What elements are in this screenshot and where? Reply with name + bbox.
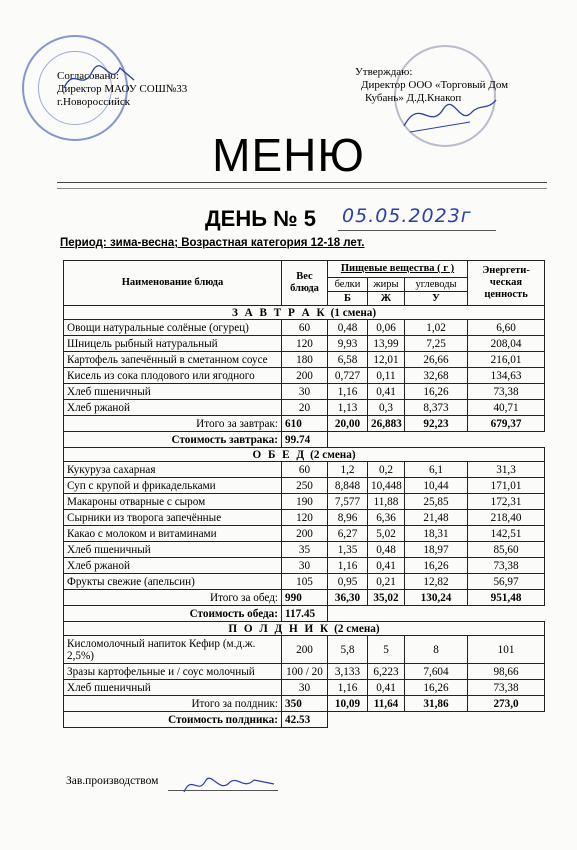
production-head-signature xyxy=(180,770,280,798)
dish-carbs: 12,82 xyxy=(405,574,468,590)
dish-row xyxy=(64,636,545,664)
section-subtitle: (2 смена) xyxy=(334,622,380,635)
header-weight: Вес блюда xyxy=(282,261,328,306)
total-energy: 679,37 xyxy=(468,416,545,432)
dish-carbs: 6,1 xyxy=(405,462,468,478)
dish-energy: 208,04 xyxy=(468,336,545,352)
dish-fat: 0,11 xyxy=(368,368,405,384)
dish-carbs: 8 xyxy=(405,636,468,664)
dish-fat: 0,21 xyxy=(368,574,405,590)
dish-name: Зразы картофельные и / соус молочный xyxy=(64,664,282,680)
dish-row xyxy=(64,462,545,478)
dish-fat: 0,2 xyxy=(368,462,405,478)
dish-protein: 5,8 xyxy=(328,636,368,664)
dish-weight: 20 xyxy=(282,400,328,416)
dish-fat: 0,3 xyxy=(368,400,405,416)
total-label: Итого за обед: xyxy=(64,590,282,606)
dish-weight: 120 xyxy=(282,336,328,352)
handwritten-date: 05.05.2023г xyxy=(342,205,472,227)
dish-energy: 6,60 xyxy=(468,320,545,336)
document-title: МЕНЮ xyxy=(212,129,365,181)
dish-name: Кисель из сока плодового или ягодного xyxy=(64,368,282,384)
approval-right-line-3: Кубань» Д.Д.Кнакоп xyxy=(365,92,462,104)
approval-right-line-2: Директор ООО «Торговый Дом xyxy=(361,79,509,91)
dish-protein: 1,13 xyxy=(328,400,368,416)
dish-fat: 0,41 xyxy=(368,558,405,574)
dish-row xyxy=(64,400,545,416)
dish-protein: 6,27 xyxy=(328,526,368,542)
section-subtitle: (2 смена) xyxy=(310,448,356,461)
dish-energy: 101 xyxy=(468,636,545,664)
section-subtitle: (1 смена) xyxy=(330,306,377,319)
dish-carbs: 16,26 xyxy=(405,680,468,696)
dish-carbs: 16,26 xyxy=(405,384,468,400)
dish-name: Хлеб ржаной xyxy=(64,400,282,416)
dish-fat: 11,88 xyxy=(368,494,405,510)
section-header xyxy=(64,622,545,636)
dish-weight: 100 / 20 xyxy=(282,664,328,680)
dish-name: Сырники из творога запечённые xyxy=(64,510,282,526)
dish-fat: 12,01 xyxy=(368,352,405,368)
dish-weight: 30 xyxy=(282,680,328,696)
total-fat: 26,883 xyxy=(368,416,405,432)
total-energy: 273,0 xyxy=(468,696,545,712)
dish-name: Кукуруза сахарная xyxy=(64,462,282,478)
header-name: Наименование блюда xyxy=(64,261,282,306)
dish-weight: 105 xyxy=(282,574,328,590)
dish-row xyxy=(64,494,545,510)
dish-energy: 85,60 xyxy=(468,542,545,558)
dish-energy: 171,01 xyxy=(468,478,545,494)
approval-left-line-2: Директор МАОУ СОШ№33 xyxy=(57,83,188,95)
dish-protein: 1,16 xyxy=(328,680,368,696)
dish-name: Хлеб пшеничный xyxy=(64,542,282,558)
dish-carbs: 1,02 xyxy=(405,320,468,336)
total-protein: 20,00 xyxy=(328,416,368,432)
dish-name: Хлеб пшеничный xyxy=(64,680,282,696)
day-label: ДЕНЬ № 5 xyxy=(205,206,317,231)
dish-name: Шницель рыбный натуральный xyxy=(64,336,282,352)
dish-carbs: 18,31 xyxy=(405,526,468,542)
dish-weight: 200 xyxy=(282,368,328,384)
menu-table xyxy=(63,260,545,728)
dish-weight: 60 xyxy=(282,320,328,336)
dish-weight: 30 xyxy=(282,558,328,574)
dish-weight: 200 xyxy=(282,636,328,664)
dish-name: Картофель запечённый в сметанном соусе xyxy=(64,352,282,368)
header-protein: белки xyxy=(328,278,368,292)
total-label: Итого за завтрак: xyxy=(64,416,282,432)
total-protein: 36,30 xyxy=(328,590,368,606)
dish-energy: 218,40 xyxy=(468,510,545,526)
dish-protein: 0,48 xyxy=(328,320,368,336)
dish-name: Макароны отварные с сыром xyxy=(64,494,282,510)
header-carbs: углеводы xyxy=(405,278,468,292)
dish-row xyxy=(64,542,545,558)
dish-energy: 172,31 xyxy=(468,494,545,510)
total-energy: 951,48 xyxy=(468,590,545,606)
dish-fat: 5,02 xyxy=(368,526,405,542)
cost-value: 42.53 xyxy=(282,712,328,728)
dish-protein: 7,577 xyxy=(328,494,368,510)
dish-row xyxy=(64,352,545,368)
dish-protein: 3,133 xyxy=(328,664,368,680)
dish-energy: 73,38 xyxy=(468,680,545,696)
dish-energy: 134,63 xyxy=(468,368,545,384)
dish-carbs: 26,66 xyxy=(405,352,468,368)
dish-energy: 73,38 xyxy=(468,558,545,574)
header-nutrients: Пищевые вещества ( г ) xyxy=(328,261,468,278)
dish-weight: 60 xyxy=(282,462,328,478)
date-underline xyxy=(338,230,496,231)
approval-left-line-3: г.Новороссийск xyxy=(57,96,131,108)
section-title-cell xyxy=(64,622,545,636)
dish-name: Овощи натуральные солёные (огурец) xyxy=(64,320,282,336)
dish-name: Какао с молоком и витаминами xyxy=(64,526,282,542)
section-header xyxy=(64,448,545,462)
total-weight: 350 xyxy=(282,696,328,712)
dish-weight: 190 xyxy=(282,494,328,510)
dish-protein: 1,16 xyxy=(328,384,368,400)
total-row xyxy=(64,416,545,432)
dish-row xyxy=(64,336,545,352)
dish-protein: 8,96 xyxy=(328,510,368,526)
section-title: З А В Т Р А К xyxy=(231,306,327,319)
header-fat-letter: Ж xyxy=(368,292,405,306)
dish-row xyxy=(64,680,545,696)
dish-fat: 0,06 xyxy=(368,320,405,336)
total-weight: 990 xyxy=(282,590,328,606)
dish-protein: 1,2 xyxy=(328,462,368,478)
dish-name: Суп с крупой и фрикадельками xyxy=(64,478,282,494)
header-energy: Энергети-ческая ценность xyxy=(468,261,545,306)
cost-label: Стоимость обеда: xyxy=(64,606,282,622)
dish-name: Фрукты свежие (апельсин) xyxy=(64,574,282,590)
dish-row xyxy=(64,664,545,680)
total-carbs: 130,24 xyxy=(405,590,468,606)
dish-energy: 56,97 xyxy=(468,574,545,590)
dish-weight: 35 xyxy=(282,542,328,558)
dish-protein: 0,727 xyxy=(328,368,368,384)
dish-protein: 9,93 xyxy=(328,336,368,352)
dish-weight: 180 xyxy=(282,352,328,368)
footer-label: Зав.производством xyxy=(66,775,159,787)
dish-row xyxy=(64,320,545,336)
header-protein-letter: Б xyxy=(328,292,368,306)
dish-carbs: 7,25 xyxy=(405,336,468,352)
total-protein: 10,09 xyxy=(328,696,368,712)
dish-protein: 0,95 xyxy=(328,574,368,590)
total-row xyxy=(64,590,545,606)
section-title: П О Л Д Н И К xyxy=(228,622,331,635)
dish-energy: 142,51 xyxy=(468,526,545,542)
dish-fat: 0,41 xyxy=(368,384,405,400)
dish-weight: 120 xyxy=(282,510,328,526)
dish-protein: 1,16 xyxy=(328,558,368,574)
dish-fat: 6,36 xyxy=(368,510,405,526)
dish-fat: 6,223 xyxy=(368,664,405,680)
title-rule xyxy=(57,182,547,183)
dish-fat: 0,41 xyxy=(368,680,405,696)
dish-energy: 98,66 xyxy=(468,664,545,680)
cost-row xyxy=(64,432,545,448)
section-title-cell xyxy=(64,306,545,320)
cost-label: Стоимость полдника: xyxy=(64,712,282,728)
section-title-cell xyxy=(64,448,545,462)
dish-fat: 13,99 xyxy=(368,336,405,352)
dish-weight: 30 xyxy=(282,384,328,400)
dish-carbs: 25,85 xyxy=(405,494,468,510)
dish-name: Кисломолочный напиток Кефир (м.д.ж. 2,5%) xyxy=(64,636,282,664)
dish-row xyxy=(64,384,545,400)
approval-left-line-1: Согласовано: xyxy=(57,70,119,82)
total-label: Итого за полдник: xyxy=(64,696,282,712)
dish-energy: 216,01 xyxy=(468,352,545,368)
approval-right-line-1: Утверждаю: xyxy=(355,66,413,78)
dish-carbs: 21,48 xyxy=(405,510,468,526)
total-carbs: 92,23 xyxy=(405,416,468,432)
dish-row xyxy=(64,510,545,526)
dish-energy: 40,71 xyxy=(468,400,545,416)
dish-fat: 10,448 xyxy=(368,478,405,494)
dish-carbs: 18,97 xyxy=(405,542,468,558)
cost-row xyxy=(64,606,545,622)
total-fat: 35,02 xyxy=(368,590,405,606)
cost-value: 117.45 xyxy=(282,606,328,622)
dish-row xyxy=(64,558,545,574)
period-line: Период: зима-весна; Возрастная категория 12-18 лет. xyxy=(60,237,365,249)
header-carbs-letter: У xyxy=(405,292,468,306)
total-carbs: 31,86 xyxy=(405,696,468,712)
dish-carbs: 16,26 xyxy=(405,558,468,574)
total-weight: 610 xyxy=(282,416,328,432)
dish-row xyxy=(64,478,545,494)
dish-protein: 8,848 xyxy=(328,478,368,494)
dish-carbs: 32,68 xyxy=(405,368,468,384)
dish-row xyxy=(64,574,545,590)
dish-carbs: 8,373 xyxy=(405,400,468,416)
dish-protein: 1,35 xyxy=(328,542,368,558)
dish-energy: 73,38 xyxy=(468,384,545,400)
header-fat: жиры xyxy=(368,278,405,292)
cost-label: Стоимость завтрака: xyxy=(64,432,282,448)
menu-table-body xyxy=(64,306,545,728)
dish-carbs: 7,604 xyxy=(405,664,468,680)
title-rule-2 xyxy=(57,188,547,189)
total-row xyxy=(64,696,545,712)
dish-weight: 250 xyxy=(282,478,328,494)
section-title: О Б Е Д xyxy=(252,448,307,461)
dish-energy: 31,3 xyxy=(468,462,545,478)
dish-carbs: 10,44 xyxy=(405,478,468,494)
cost-row xyxy=(64,712,545,728)
dish-row xyxy=(64,368,545,384)
section-header xyxy=(64,306,545,320)
cost-value: 99.74 xyxy=(282,432,328,448)
dish-row xyxy=(64,526,545,542)
dish-name: Хлеб пшеничный xyxy=(64,384,282,400)
dish-weight: 200 xyxy=(282,526,328,542)
dish-fat: 0,48 xyxy=(368,542,405,558)
dish-protein: 6,58 xyxy=(328,352,368,368)
dish-fat: 5 xyxy=(368,636,405,664)
dish-name: Хлеб ржаной xyxy=(64,558,282,574)
director-signature xyxy=(60,58,140,98)
total-fat: 11,64 xyxy=(368,696,405,712)
